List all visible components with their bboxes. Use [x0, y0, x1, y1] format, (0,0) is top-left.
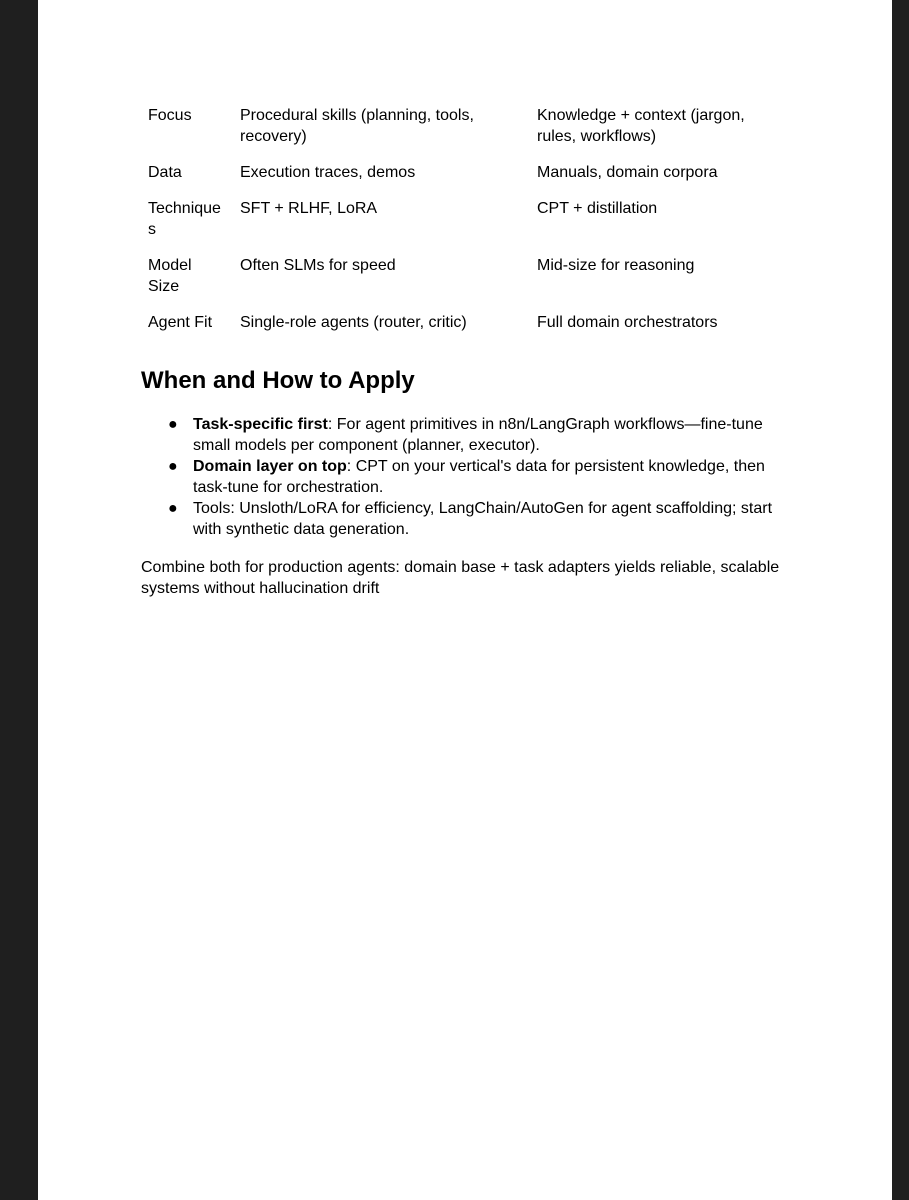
row-label: Agent Fit [148, 314, 213, 331]
list-item [141, 414, 781, 456]
domain-cell: Manuals, domain corpora [537, 164, 718, 181]
bullet-list [141, 414, 781, 540]
bullet-bold-lead: Domain layer on top [193, 458, 347, 475]
bullet-text: Tools: Unsloth/LoRA for efficiency, LangChain/AutoGen for agent scaffolding; start with synthetic data generation. [193, 500, 773, 538]
list-item [141, 498, 781, 540]
bullet-text: : CPT on your vertical's data for persistent knowledge, then task-tune for orchestration. [193, 458, 765, 496]
bullet-text: : For agent primitives in n8n/LangGraph workflows—fine-tune small models per component (planner, executor). [193, 416, 763, 454]
section-heading: When and How to Apply [141, 367, 415, 394]
task-cell: Procedural skills (planning, tools, recovery) [240, 107, 474, 145]
domain-cell: Full domain orchestrators [537, 314, 718, 331]
domain-cell: Knowledge + context (jargon, rules, workflows) [537, 107, 745, 145]
domain-cell: Mid-size for reasoning [537, 257, 695, 274]
row-label: Focus [148, 107, 192, 124]
task-cell: Single-role agents (router, critic) [240, 314, 467, 331]
document-page [38, 0, 892, 1200]
task-cell: SFT + RLHF, LoRA [240, 200, 378, 217]
row-label: Data [148, 164, 182, 181]
bullet-icon: ● [168, 500, 178, 517]
domain-cell: CPT + distillation [537, 200, 658, 217]
bullet-icon: ● [168, 458, 178, 475]
task-cell: Often SLMs for speed [240, 257, 396, 274]
task-cell: Execution traces, demos [240, 164, 416, 181]
bullet-icon: ● [168, 416, 178, 433]
closing-paragraph: Combine both for production agents: domain base + task adapters yields reliable, scalable systems without hallucination drift [141, 559, 780, 597]
row-label: Techniques [148, 200, 221, 238]
list-item [141, 456, 781, 498]
bullet-bold-lead: Task-specific first [193, 416, 328, 433]
row-label: Model Size [148, 257, 192, 295]
